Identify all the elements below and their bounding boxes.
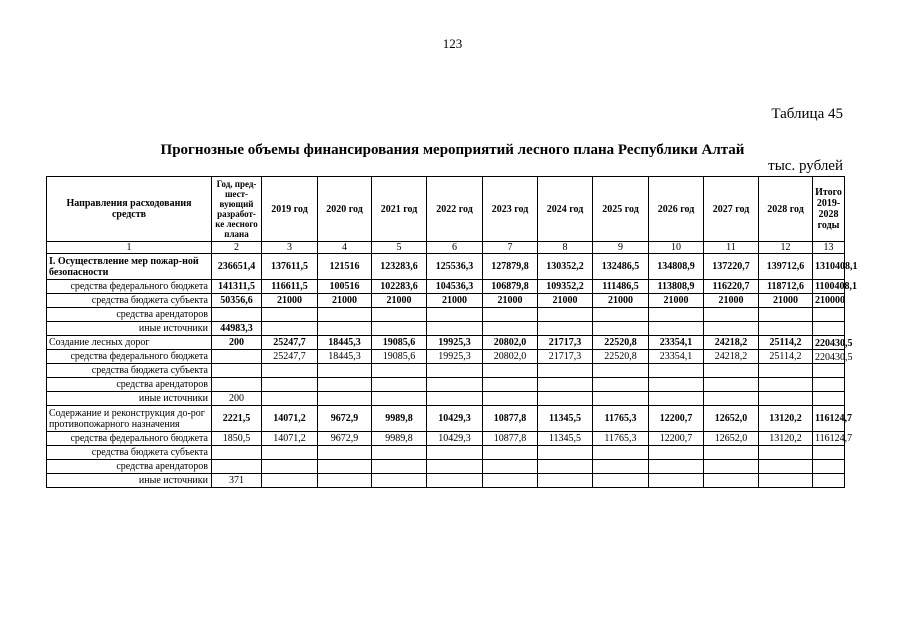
year-cell [593, 378, 649, 392]
year-cell [427, 308, 483, 322]
year-cell: 25247,7 [262, 350, 318, 364]
year-cell [318, 378, 372, 392]
year-cell [649, 446, 704, 460]
document-title: Прогнозные объемы финансирования мероприятий лесного плана Республики Алтай [160, 142, 745, 158]
year-cell [427, 378, 483, 392]
year-cell: 127879,8 [483, 254, 538, 280]
year-cell [649, 460, 704, 474]
year-cell: 104536,3 [427, 280, 483, 294]
column-number: 6 [427, 242, 483, 254]
base-year-cell: 1850,5 [212, 432, 262, 446]
table-row [47, 308, 845, 322]
year-cell [483, 474, 538, 488]
total-cell: 210000 [813, 294, 845, 308]
year-cell: 12652,0 [704, 406, 759, 432]
year-cell [759, 378, 813, 392]
year-cell [538, 364, 593, 378]
year-cell [262, 308, 318, 322]
year-cell: 21717,3 [538, 350, 593, 364]
year-cell: 11345,5 [538, 406, 593, 432]
year-cell [483, 364, 538, 378]
page-number: 123 [442, 36, 463, 51]
year-cell [318, 460, 372, 474]
year-cell: 21000 [427, 294, 483, 308]
year-cell [538, 446, 593, 460]
year-cell: 25114,2 [759, 336, 813, 350]
year-cell [427, 474, 483, 488]
year-cell [262, 392, 318, 406]
row-label: средства арендаторов [47, 308, 212, 322]
year-cell: 11345,5 [538, 432, 593, 446]
year-cell: 21000 [649, 294, 704, 308]
column-number: 12 [759, 242, 813, 254]
total-cell [813, 392, 845, 406]
year-cell [704, 392, 759, 406]
year-cell: 21000 [538, 294, 593, 308]
year-cell [262, 474, 318, 488]
year-cell: 9672,9 [318, 406, 372, 432]
row-label: Содержание и реконструкция до-рог противопожарного назначения [47, 406, 212, 432]
year-cell: 100516 [318, 280, 372, 294]
year-cell [649, 392, 704, 406]
header-year-2027: 2027 год [704, 177, 759, 242]
table-header-row [47, 177, 845, 242]
year-cell [318, 474, 372, 488]
year-cell [593, 322, 649, 336]
total-cell [813, 460, 845, 474]
table-number: Таблица 45 [771, 106, 843, 122]
year-cell [372, 378, 427, 392]
year-cell: 130352,2 [538, 254, 593, 280]
header-year-2024: 2024 год [538, 177, 593, 242]
year-cell: 13120,2 [759, 432, 813, 446]
year-cell: 21000 [483, 294, 538, 308]
year-cell: 21000 [704, 294, 759, 308]
base-year-cell [212, 350, 262, 364]
year-cell [649, 322, 704, 336]
year-cell [759, 322, 813, 336]
year-cell: 10877,8 [483, 432, 538, 446]
column-number: 11 [704, 242, 759, 254]
base-year-cell [212, 308, 262, 322]
total-cell [813, 446, 845, 460]
year-cell [262, 322, 318, 336]
year-cell: 113808,9 [649, 280, 704, 294]
table-row [47, 446, 845, 460]
year-cell: 21717,3 [538, 336, 593, 350]
year-cell [262, 378, 318, 392]
year-cell [593, 308, 649, 322]
total-cell: 1310408,1 [813, 254, 845, 280]
year-cell [427, 460, 483, 474]
year-cell [649, 308, 704, 322]
year-cell [483, 446, 538, 460]
header-year-2028: 2028 год [759, 177, 813, 242]
base-year-cell [212, 378, 262, 392]
year-cell: 106879,8 [483, 280, 538, 294]
year-cell [649, 474, 704, 488]
base-year-cell [212, 460, 262, 474]
row-label: средства федерального бюджета [47, 280, 212, 294]
year-cell [538, 308, 593, 322]
year-cell: 19925,3 [427, 336, 483, 350]
row-label: средства бюджета субъекта [47, 364, 212, 378]
year-cell [427, 364, 483, 378]
table-row [47, 294, 845, 308]
row-label: Создание лесных дорог [47, 336, 212, 350]
year-cell [759, 308, 813, 322]
table-row [47, 406, 845, 432]
year-cell [538, 322, 593, 336]
year-cell [704, 446, 759, 460]
year-cell: 20802,0 [483, 336, 538, 350]
header-total: Итого 2019-2028 годы [813, 177, 845, 242]
year-cell: 125536,3 [427, 254, 483, 280]
table-row [47, 460, 845, 474]
year-cell: 137220,7 [704, 254, 759, 280]
column-number: 4 [318, 242, 372, 254]
column-number: 8 [538, 242, 593, 254]
year-cell [759, 364, 813, 378]
year-cell: 23354,1 [649, 336, 704, 350]
year-cell: 21000 [593, 294, 649, 308]
table-row [47, 474, 845, 488]
year-cell: 18445,3 [318, 336, 372, 350]
year-cell: 24218,2 [704, 336, 759, 350]
header-year-2021: 2021 год [372, 177, 427, 242]
year-cell: 9672,9 [318, 432, 372, 446]
row-label: иные источники [47, 474, 212, 488]
year-cell [483, 378, 538, 392]
row-label: средства бюджета субъекта [47, 294, 212, 308]
year-cell: 121516 [318, 254, 372, 280]
year-cell [538, 460, 593, 474]
column-number: 9 [593, 242, 649, 254]
total-cell [813, 474, 845, 488]
year-cell: 21000 [759, 294, 813, 308]
year-cell: 139712,6 [759, 254, 813, 280]
base-year-cell: 200 [212, 336, 262, 350]
total-cell: 220430,5 [813, 350, 845, 364]
column-number: 7 [483, 242, 538, 254]
base-year-cell: 200 [212, 392, 262, 406]
column-number: 10 [649, 242, 704, 254]
year-cell [318, 446, 372, 460]
row-label: средства арендаторов [47, 460, 212, 474]
year-cell [538, 474, 593, 488]
year-cell [427, 322, 483, 336]
year-cell: 21000 [372, 294, 427, 308]
year-cell [593, 392, 649, 406]
year-cell: 25114,2 [759, 350, 813, 364]
year-cell [318, 392, 372, 406]
header-direction: Направления расходования средств [47, 177, 212, 242]
total-cell [813, 378, 845, 392]
row-label: средства федерального бюджета [47, 350, 212, 364]
year-cell [538, 378, 593, 392]
header-year-2019: 2019 год [262, 177, 318, 242]
header-year-2020: 2020 год [318, 177, 372, 242]
year-cell: 11765,3 [593, 406, 649, 432]
year-cell: 19085,6 [372, 350, 427, 364]
table-row [47, 392, 845, 406]
year-cell [593, 460, 649, 474]
financing-table [46, 176, 858, 488]
base-year-cell: 44983,3 [212, 322, 262, 336]
year-cell: 102283,6 [372, 280, 427, 294]
year-cell: 23354,1 [649, 350, 704, 364]
year-cell [704, 474, 759, 488]
total-cell: 220430,5 [813, 336, 845, 350]
year-cell [372, 392, 427, 406]
year-cell: 19925,3 [427, 350, 483, 364]
year-cell: 12200,7 [649, 406, 704, 432]
year-cell: 13120,2 [759, 406, 813, 432]
year-cell: 24218,2 [704, 350, 759, 364]
year-cell: 123283,6 [372, 254, 427, 280]
year-cell [704, 364, 759, 378]
year-cell [372, 308, 427, 322]
year-cell [759, 460, 813, 474]
year-cell: 22520,8 [593, 350, 649, 364]
base-year-cell: 2221,5 [212, 406, 262, 432]
year-cell: 14071,2 [262, 432, 318, 446]
year-cell [704, 460, 759, 474]
column-number: 5 [372, 242, 427, 254]
year-cell [372, 322, 427, 336]
column-number: 1 [47, 242, 212, 254]
year-cell: 12652,0 [704, 432, 759, 446]
year-cell [427, 392, 483, 406]
base-year-cell: 50356,6 [212, 294, 262, 308]
year-cell: 9989,8 [372, 432, 427, 446]
year-cell: 18445,3 [318, 350, 372, 364]
year-cell [593, 364, 649, 378]
year-cell [372, 364, 427, 378]
base-year-cell [212, 364, 262, 378]
table-row [47, 378, 845, 392]
year-cell [704, 378, 759, 392]
year-cell [593, 446, 649, 460]
year-cell: 10429,3 [427, 406, 483, 432]
column-number: 13 [813, 242, 845, 254]
table-row [47, 350, 845, 364]
base-year-cell: 236651,4 [212, 254, 262, 280]
header-base-year: Год, пред-шест-вующий разработ-ке лесного плана [212, 177, 262, 242]
total-cell [813, 322, 845, 336]
table-row [47, 254, 845, 280]
year-cell: 109352,2 [538, 280, 593, 294]
header-year-2026: 2026 год [649, 177, 704, 242]
year-cell: 22520,8 [593, 336, 649, 350]
table-row [47, 322, 845, 336]
year-cell [704, 308, 759, 322]
year-cell: 14071,2 [262, 406, 318, 432]
year-cell: 19085,6 [372, 336, 427, 350]
row-label: иные источники [47, 392, 212, 406]
year-cell [649, 378, 704, 392]
year-cell: 111486,5 [593, 280, 649, 294]
year-cell [759, 392, 813, 406]
header-year-2022: 2022 год [427, 177, 483, 242]
year-cell: 25247,7 [262, 336, 318, 350]
total-cell: 116124,7 [813, 406, 845, 432]
column-number: 3 [262, 242, 318, 254]
base-year-cell [212, 446, 262, 460]
year-cell: 12200,7 [649, 432, 704, 446]
year-cell: 132486,5 [593, 254, 649, 280]
total-cell [813, 364, 845, 378]
column-number: 2 [212, 242, 262, 254]
year-cell [538, 392, 593, 406]
year-cell [372, 460, 427, 474]
row-label: средства арендаторов [47, 378, 212, 392]
year-cell [649, 364, 704, 378]
year-cell: 137611,5 [262, 254, 318, 280]
column-number-row [47, 242, 845, 254]
year-cell [372, 446, 427, 460]
year-cell: 116611,5 [262, 280, 318, 294]
year-cell [704, 322, 759, 336]
year-cell [483, 308, 538, 322]
year-cell [372, 474, 427, 488]
year-cell: 9989,8 [372, 406, 427, 432]
header-year-2025: 2025 год [593, 177, 649, 242]
year-cell: 118712,6 [759, 280, 813, 294]
year-cell [262, 364, 318, 378]
year-cell: 21000 [318, 294, 372, 308]
year-cell: 10877,8 [483, 406, 538, 432]
total-cell: 116124,7 [813, 432, 845, 446]
year-cell [759, 446, 813, 460]
year-cell [483, 460, 538, 474]
row-label: иные источники [47, 322, 212, 336]
year-cell [427, 446, 483, 460]
year-cell: 21000 [262, 294, 318, 308]
base-year-cell: 141311,5 [212, 280, 262, 294]
total-cell [813, 308, 845, 322]
table-row [47, 432, 845, 446]
total-cell: 1100408,1 [813, 280, 845, 294]
year-cell [262, 460, 318, 474]
year-cell [593, 474, 649, 488]
year-cell [262, 446, 318, 460]
header-year-2023: 2023 год [483, 177, 538, 242]
year-cell [483, 322, 538, 336]
base-year-cell: 371 [212, 474, 262, 488]
table-row [47, 364, 845, 378]
row-label: I. Осуществление мер пожар-ной безопасности [47, 254, 212, 280]
year-cell: 11765,3 [593, 432, 649, 446]
year-cell [318, 322, 372, 336]
year-cell: 10429,3 [427, 432, 483, 446]
year-cell [318, 308, 372, 322]
unit-note: тыс. рублей [768, 158, 843, 174]
year-cell [318, 364, 372, 378]
row-label: средства федерального бюджета [47, 432, 212, 446]
year-cell: 20802,0 [483, 350, 538, 364]
year-cell: 134808,9 [649, 254, 704, 280]
table-row [47, 336, 845, 350]
row-label: средства бюджета субъекта [47, 446, 212, 460]
table-row [47, 280, 845, 294]
year-cell [759, 474, 813, 488]
year-cell [483, 392, 538, 406]
year-cell: 116220,7 [704, 280, 759, 294]
